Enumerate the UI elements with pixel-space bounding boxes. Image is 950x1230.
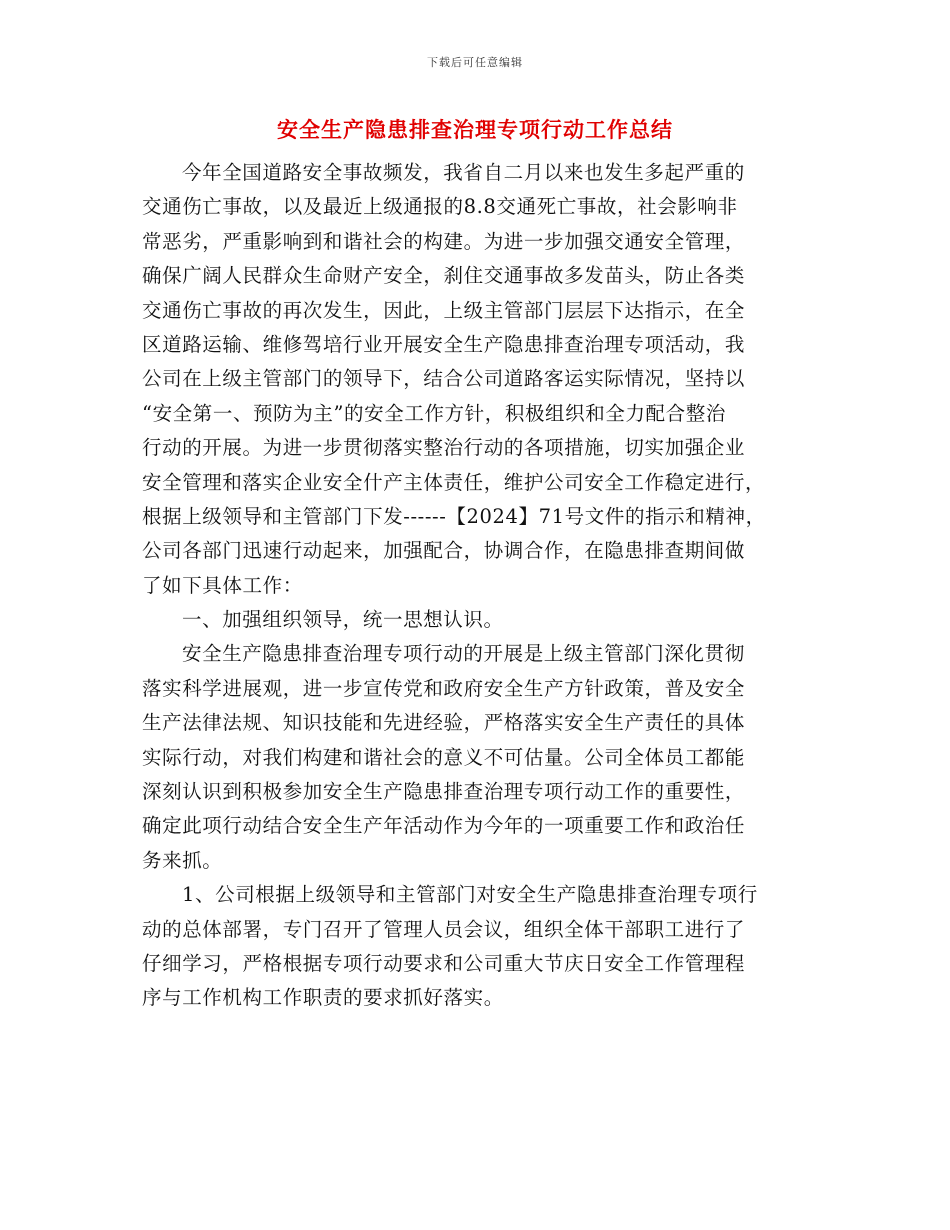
paragraph-1-line: 交通伤亡事故的再次发生，因此，上级主管部门层层下达指示，在全 [142,298,746,322]
paragraph-1-line: 安全管理和落实企业安全什产主体责任，维护公司安全工作稳定进行， [142,470,766,494]
paragraph-4-line: 动的总体部署，专门召开了管理人员会议，组织全体干部职工进行了 [142,917,746,941]
paragraph-1-line: 确保广阔人民群众生命财产安全，刹住交通事故多发苗头，防止各类 [142,264,746,288]
paragraph-1-line: 公司在上级主管部门的领导下，结合公司道路客运实际情况，坚持以 [142,367,746,391]
paragraph-1-line: 区道路运输、维修驾培行业开展安全生产隐患排查治理专项活动，我 [142,332,746,356]
paragraph-3-line: 安全生产隐患排查治理专项行动的开展是上级主管部门深化贯彻 [182,642,745,666]
paragraph-3-line: 深刻认识到积极参加安全生产隐患排查治理专项行动工作的重要性， [142,780,746,804]
paragraph-3-line: 生产法律法规、知识技能和先进经验，严格落实安全生产责任的具体 [142,711,746,735]
paragraph-1-line: 今年全国道路安全事故频发，我省自二月以来也发生多起严重的 [182,161,745,184]
paragraph-1-line: 了如下具体工作： [142,573,303,597]
paragraph-3-line: 落实科学进展观，进一步宣传党和政府安全生产方针政策，普及安全 [142,676,746,700]
paragraph-3-line: 实际行动，对我们构建和谐社会的意义不可估量。公司全体员工都能 [142,745,746,769]
paragraph-4-line: 仔细学习，严格根据专项行动要求和公司重大节庆日安全工作管理程 [142,951,746,975]
header-note: 下载后可任意编辑 [427,56,523,69]
paragraph-1-line: 公司各部门迅速行动起来，加强配合，协调合作，在隐患排查期间做 [142,539,746,563]
paragraph-3-line: 确定此项行动结合安全生产年活动作为今年的一项重要工作和政治任 [142,814,746,838]
paragraph-1-line: 行动的开展。为进一步贯彻落实整治行动的各项措施，切实加强企业 [142,436,746,460]
paragraph-1-line: 常恶劣，严重影响到和谐社会的构建。为进一步加强交通安全管理， [142,229,746,253]
paragraph-4-line: 序与工作机构工作职责的要求抓好落实。 [142,986,504,1010]
section-heading: 一、加强组织领导，统一思想认识。 [182,608,504,632]
paragraph-3-line: 务来抓。 [142,848,223,872]
paragraph-4-line: 1、公司根据上级领导和主管部门对安全生产隐患排查治理专项行 [182,883,758,907]
paragraph-1-line: 交通伤亡事故，以及最近上级通报的8.8交通死亡事故，社会影响非 [142,195,738,219]
paragraph-1-line: “安全第一、预防为主”的安全工作方针，积极组织和全力配合整治 [142,401,726,425]
document-title: 安全生产隐患排查治理专项行动工作总结 [277,117,673,142]
document-body [142,156,812,1016]
paragraph-1-line: 根据上级领导和主管部门下发------【2024】71号文件的指示和精神， [142,504,766,528]
